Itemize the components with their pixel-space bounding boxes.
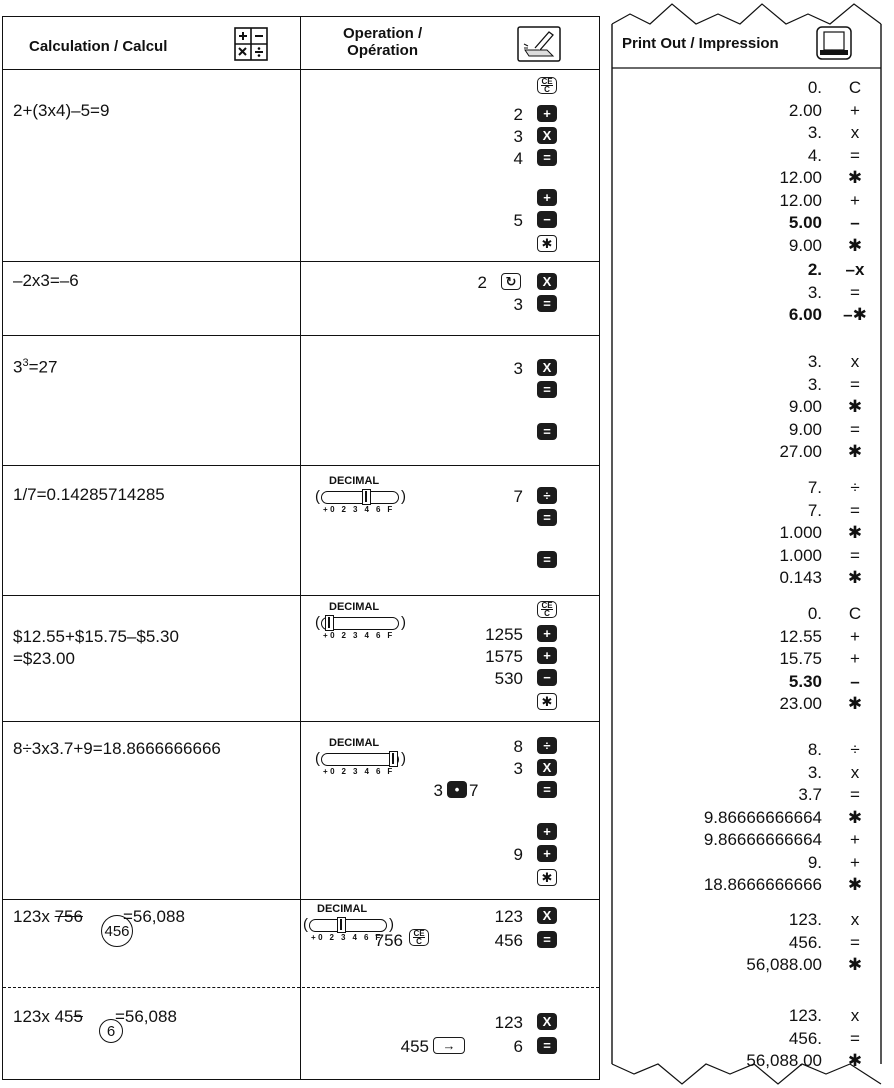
keypress-hand-icon — [517, 26, 561, 62]
operation-number: 756 — [374, 931, 403, 950]
calculator-operators-icon — [234, 27, 268, 61]
minus-key: − — [537, 211, 557, 228]
calculation-text: 123x 455 =56,088 — [13, 1007, 177, 1026]
divide-key: ÷ — [537, 487, 557, 504]
equals-key: = — [537, 781, 557, 798]
circled-correction: 6 — [99, 1019, 123, 1043]
equals-key: = — [537, 931, 557, 948]
decimal-label: DECIMAL — [329, 601, 380, 613]
printout-symbol: ✱ — [847, 568, 863, 587]
printout-value: 4. — [807, 145, 822, 165]
printout-value: 12.55 — [779, 626, 822, 646]
printout-value: 9.86666666664 — [703, 830, 822, 849]
total-key: ✱ — [537, 235, 557, 252]
equals-key: = — [537, 381, 557, 398]
printout-value: 5.00 — [788, 213, 822, 232]
calculation-text: $3^3=27$ — [13, 357, 58, 377]
equals-key: = — [537, 423, 557, 440]
plus-key: + — [537, 105, 557, 122]
printout-value: 1.000 — [779, 545, 822, 565]
printout-symbol: x — [850, 762, 860, 782]
calculation-text: $12.55+$15.75–$5.30 — [13, 627, 179, 646]
plus-key: + — [537, 823, 557, 840]
decimal-slider-thumb — [337, 917, 346, 933]
printout-symbol: = — [850, 545, 860, 565]
decimal-selector: DECIMAL ( ) +0 2 3 4 6 F — [315, 601, 406, 640]
printout-value: 123. — [788, 1006, 822, 1025]
operation-number: 3 — [513, 359, 523, 378]
header-divider — [3, 69, 599, 70]
calculation-text: 123x 756 =56,088 — [13, 907, 185, 926]
decimal-point-key: • — [447, 781, 467, 798]
change-sign-key: ↻ — [501, 273, 521, 290]
printout-symbol: ✱ — [847, 523, 863, 542]
instruction-table — [2, 16, 600, 1080]
printout-symbol: + — [850, 190, 860, 210]
operation-number: 3 — [513, 295, 523, 314]
printout-value: 2. — [807, 260, 822, 279]
decimal-label: DECIMAL — [329, 737, 380, 749]
printout-symbol: = — [850, 1028, 860, 1048]
printout-symbol: x — [850, 123, 860, 142]
printout-value: 3.7 — [798, 785, 822, 804]
calculation-text: 2+(3x4)–5=9 — [13, 101, 110, 120]
row-divider — [3, 899, 599, 900]
printout-symbol: C — [848, 78, 862, 97]
printout-symbol: = — [850, 500, 860, 520]
operation-number: 3 — [433, 781, 443, 800]
operation-number: 6 — [513, 1037, 523, 1056]
printout-symbol: = — [850, 282, 860, 302]
operation-number: 123 — [494, 1013, 523, 1032]
printout-value: 3. — [807, 762, 822, 782]
equals-key: = — [537, 149, 557, 166]
row-divider — [3, 335, 599, 336]
printout-value: 56,088.00 — [746, 1051, 822, 1070]
equals-key: = — [537, 551, 557, 568]
ce-c-key: CE C — [409, 929, 429, 946]
divide-key: ÷ — [537, 737, 557, 754]
printout-value: 9. — [807, 852, 822, 872]
operation-number: 9 — [513, 845, 523, 864]
printout-symbol: ✱ — [847, 168, 863, 187]
printout-symbol: – — [850, 213, 860, 232]
multiply-key: X — [537, 359, 557, 376]
printout-value: 456. — [788, 932, 822, 952]
operation-number: 123 — [494, 907, 523, 926]
printout-value: 8. — [807, 740, 822, 759]
plus-key: + — [537, 845, 557, 862]
calculation-text: 8÷3x3.7+9=18.8666666666 — [13, 739, 221, 758]
printout-symbol: – — [850, 671, 860, 691]
equals-key: = — [537, 1037, 557, 1054]
printout-symbol: –x — [845, 260, 865, 279]
printout-value: 3. — [807, 374, 822, 394]
printout-value: 12.00 — [779, 190, 822, 210]
dashed-row-divider — [3, 987, 599, 988]
printer-paper-icon — [816, 26, 852, 60]
printout-value: 3. — [807, 352, 822, 371]
arrow-key: → — [433, 1037, 465, 1054]
printout-value: 0. — [807, 604, 822, 623]
printout-value: 7. — [807, 500, 822, 520]
header-calculation: Calculation / Calcul — [29, 38, 168, 55]
calculation-text: –2x3=–6 — [13, 271, 79, 290]
operation-number: 1575 — [485, 647, 523, 666]
printout-value: 27.00 — [779, 442, 822, 461]
printout-value: 0. — [807, 78, 822, 97]
calculation-text: =$23.00 — [13, 649, 75, 668]
printout-symbol: ✱ — [847, 235, 863, 255]
operation-number: 530 — [494, 669, 523, 688]
decimal-selector: DECIMAL ( ) +0 2 3 4 6 F — [303, 903, 394, 942]
header-operation: Operation / Opération — [343, 25, 423, 59]
operation-number: 455 — [400, 1037, 429, 1056]
printout-value: 18.8666666666 — [703, 875, 822, 894]
decimal-ticks: +0 2 3 4 6 F — [323, 631, 395, 640]
printout-value: 1.000 — [779, 523, 822, 542]
operation-number: 7 — [513, 487, 523, 506]
printout-value: 15.75 — [779, 649, 822, 668]
operation-number: 7 — [469, 781, 479, 800]
printout-value: 23.00 — [779, 694, 822, 713]
printout-symbol: ✱ — [847, 955, 863, 974]
operation-number: 8 — [513, 737, 523, 756]
printout-symbol: x — [850, 352, 860, 371]
printout-value: 9.00 — [788, 397, 822, 416]
plus-key: + — [537, 189, 557, 206]
total-key: ✱ — [537, 869, 557, 886]
equals-key: = — [537, 295, 557, 312]
printout-symbol: x — [850, 1006, 860, 1025]
operation-number: 3 — [513, 127, 523, 146]
printout-symbol: x — [850, 910, 860, 929]
printout-symbol: + — [850, 830, 860, 849]
printout-symbol: ÷ — [850, 478, 860, 497]
printout-symbol: ✱ — [847, 807, 863, 827]
printout-symbol: = — [850, 374, 860, 394]
row-divider — [3, 595, 599, 596]
plus-key: + — [537, 625, 557, 642]
multiply-key: X — [537, 1013, 557, 1030]
printout-value: 456. — [788, 1028, 822, 1048]
decimal-label: DECIMAL — [317, 903, 368, 915]
printout-value: 9.86666666664 — [703, 807, 822, 827]
row-divider — [3, 465, 599, 466]
ce-c-key: CE C — [537, 77, 557, 94]
printout-symbol: = — [850, 145, 860, 165]
multiply-key: X — [537, 759, 557, 776]
printout-value: 2.00 — [788, 100, 822, 120]
decimal-slider-thumb — [325, 615, 334, 631]
decimal-slider-thumb — [362, 489, 371, 505]
printout-symbol: –✱ — [843, 305, 867, 324]
printout-symbol: C — [848, 604, 862, 623]
calculation-text: 1/7=0.14285714285 — [13, 485, 165, 504]
printout-value: 7. — [807, 478, 822, 497]
decimal-ticks: +0 2 3 4 6 F — [323, 505, 395, 514]
operation-number: 4 — [513, 149, 523, 168]
printout-symbol: + — [850, 649, 860, 668]
printout-value: 9.00 — [788, 419, 822, 439]
printout-value: 123. — [788, 910, 822, 929]
decimal-label: DECIMAL — [329, 475, 380, 487]
printout-symbol: + — [850, 626, 860, 646]
printout-value: 6.00 — [788, 305, 822, 324]
ce-c-key: CE C — [537, 601, 557, 618]
operation-number: 1255 — [485, 625, 523, 644]
circled-correction: 456 — [101, 915, 133, 947]
equals-key: = — [537, 509, 557, 526]
printout-value: 12.00 — [779, 168, 822, 187]
total-key: ✱ — [537, 693, 557, 710]
printout-symbol: = — [850, 785, 860, 804]
printout-value: 9.00 — [788, 235, 822, 255]
decimal-selector: DECIMAL ( ) +0 2 3 4 6 F — [315, 475, 406, 514]
printout-symbol: ✱ — [847, 875, 863, 894]
printout-symbol: ÷ — [850, 740, 860, 759]
printout-symbol: ✱ — [847, 1051, 863, 1070]
printout-symbol: = — [850, 932, 860, 952]
row-divider — [3, 721, 599, 722]
plus-key: + — [537, 647, 557, 664]
decimal-ticks: +0 2 3 4 6 F — [311, 933, 383, 942]
minus-key: − — [537, 669, 557, 686]
printout-value: 5.30 — [788, 671, 822, 691]
printout-value: 56,088.00 — [746, 955, 822, 974]
printout-symbol: + — [850, 852, 860, 872]
operation-number: 2 — [477, 273, 487, 292]
printout-symbol: = — [850, 419, 860, 439]
printout-value: 3. — [807, 123, 822, 142]
operation-number: 5 — [513, 211, 523, 230]
decimal-slider-thumb — [389, 751, 398, 767]
decimal-selector: DECIMAL ( ) +0 2 3 4 6 F — [315, 737, 406, 776]
decimal-ticks: +0 2 3 4 6 F — [323, 767, 395, 776]
printout-value: 0.143 — [779, 568, 822, 587]
operation-number: 456 — [494, 931, 523, 950]
operation-number: 3 — [513, 759, 523, 778]
printout-symbol: ✱ — [847, 694, 863, 713]
printout-symbol: ✱ — [847, 397, 863, 416]
column-divider — [300, 17, 301, 1079]
operation-number: 2 — [513, 105, 523, 124]
printout-value: 3. — [807, 282, 822, 302]
header-printout: Print Out / Impression — [622, 35, 779, 52]
multiply-key: X — [537, 273, 557, 290]
multiply-key: X — [537, 127, 557, 144]
multiply-key: X — [537, 907, 557, 924]
row-divider — [3, 261, 599, 262]
printout-symbol: ✱ — [847, 442, 863, 461]
printout-symbol: + — [850, 100, 860, 120]
